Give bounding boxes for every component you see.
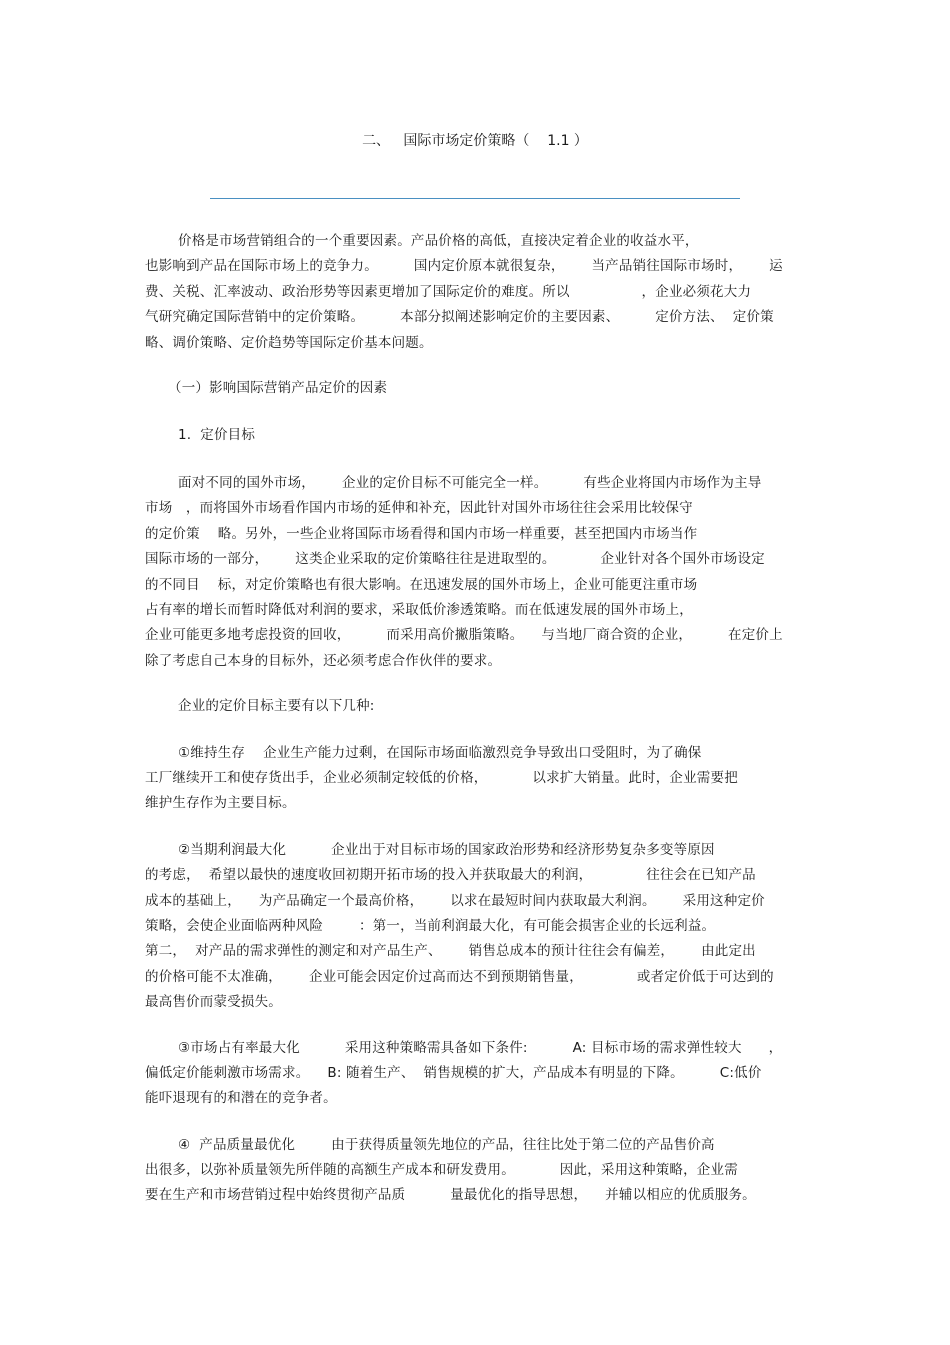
text-line: 费、关税、汇率波动、政治形势等因素更增加了国际定价的难度。所以 ，企业必须花大力 xyxy=(145,284,752,300)
text-line: 第二， 对产品的需求弹性的测定和对产品生产、 销售总成本的预计往往会有偏差， 由此定出 xyxy=(145,943,756,959)
text-line: 也影响到产品在国际市场上的竞争力。 国内定价原本就很复杂， 当产品销往国际市场时， 运 xyxy=(145,258,783,274)
text-line: 的定价策 略。另外，一些企业将国际市场看得和国内市场一样重要，甚至把国内市场当作 xyxy=(145,526,698,542)
text-line: 除了考虑自己本身的目标外，还必须考虑合作伙伴的要求。 xyxy=(145,653,502,669)
text-line: 企业可能更多地考虑投资的回收， 而采用高价撇脂策略。 与当地厂商合资的企业， 在定价上 xyxy=(145,627,783,643)
text-line: 气研究确定国际营销中的定价策略。 本部分拟阐述影响定价的主要因素、 定价方法、 定价策 xyxy=(145,309,774,325)
section-title: 二、 国际市场定价策略（ 1.1 ） xyxy=(362,133,588,149)
text-line: 偏低定价能刺激市场需求。 B: 随着生产、 销售规模的扩大，产品成本有明显的下降。 C:低价 xyxy=(145,1065,762,1081)
title-divider xyxy=(210,198,740,199)
text-line: 占有率的增长而暂时降低对利润的要求，采取低价渗透策略。而在低速发展的国外市场上， xyxy=(145,602,693,618)
text-line: （一）影响国际营销产品定价的因素 xyxy=(168,380,388,396)
text-line: 略、调价策略、定价趋势等国际定价基本问题。 xyxy=(145,335,433,351)
text-line: ③市场占有率最大化 采用这种策略需具备如下条件: A: 目标市场的需求弹性较大 ， xyxy=(178,1040,783,1056)
text-line: 维护生存作为主要目标。 xyxy=(145,795,296,811)
text-line: 策略，会使企业面临两种风险 ：第一，当前利润最大化，有可能会损害企业的长远利益。 xyxy=(145,918,716,934)
text-line: 能吓退现有的和潜在的竞争者。 xyxy=(145,1090,337,1106)
text-line: 企业的定价目标主要有以下几种: xyxy=(178,698,375,714)
text-line: 的价格可能不太准确， 企业可能会因定价过高而达不到预期销售量， 或者定价低于可达到的 xyxy=(145,969,774,985)
text-line: 价格是市场营销组合的一个重要因素。产品价格的高低，直接决定着企业的收益水平， xyxy=(178,233,699,249)
text-line: 1. 定价目标 xyxy=(178,427,256,443)
text-line: ④ 产品质量最优化 由于获得质量领先地位的产品，往往比处于第二位的产品售价高 xyxy=(178,1137,715,1153)
text-line: 面对不同的国外市场， 企业的定价目标不可能完全一样。 有些企业将国内市场作为主导 xyxy=(178,475,762,491)
text-line: 工厂继续开工和使存货出手，企业必须制定较低的价格， 以求扩大销量。此时，企业需要把 xyxy=(145,770,738,786)
text-line: 市场 ，而将国外市场看作国内市场的延伸和补充，因此针对国外市场往往会采用比较保守 xyxy=(145,500,693,516)
text-line: ②当期利润最大化 企业出于对目标市场的国家政治形势和经济形势复杂多变等原因 xyxy=(178,842,715,858)
text-line: 出很多，以弥补质量领先所伴随的高额生产成本和研发费用。 因此，采用这种策略，企业需 xyxy=(145,1162,738,1178)
text-line: 成本的基础上， 为产品确定一个最高价格， 以求在最短时间内获取最大利润。 采用这种定价 xyxy=(145,893,765,909)
text-line: 国际市场的一部分， 这类企业采取的定价策略往往是进取型的。 企业针对各个国外市场设定 xyxy=(145,551,765,567)
text-line: 的考虑， 希望以最快的速度收回初期开拓市场的投入并获取最大的利润， 往往会在已知产品 xyxy=(145,867,756,883)
text-line: 最高售价而蒙受损失。 xyxy=(145,994,282,1010)
text-line: 要在生产和市场营销过程中始终贯彻产品质 量最优化的指导思想， 并辅以相应的优质服务。 xyxy=(145,1187,756,1203)
text-line: ①维持生存 企业生产能力过剩，在国际市场面临激烈竞争导致出口受阻时，为了确保 xyxy=(178,745,702,761)
text-line: 的不同目 标，对定价策略也有很大影响。在迅速发展的国外市场上，企业可能更注重市场 xyxy=(145,577,698,593)
